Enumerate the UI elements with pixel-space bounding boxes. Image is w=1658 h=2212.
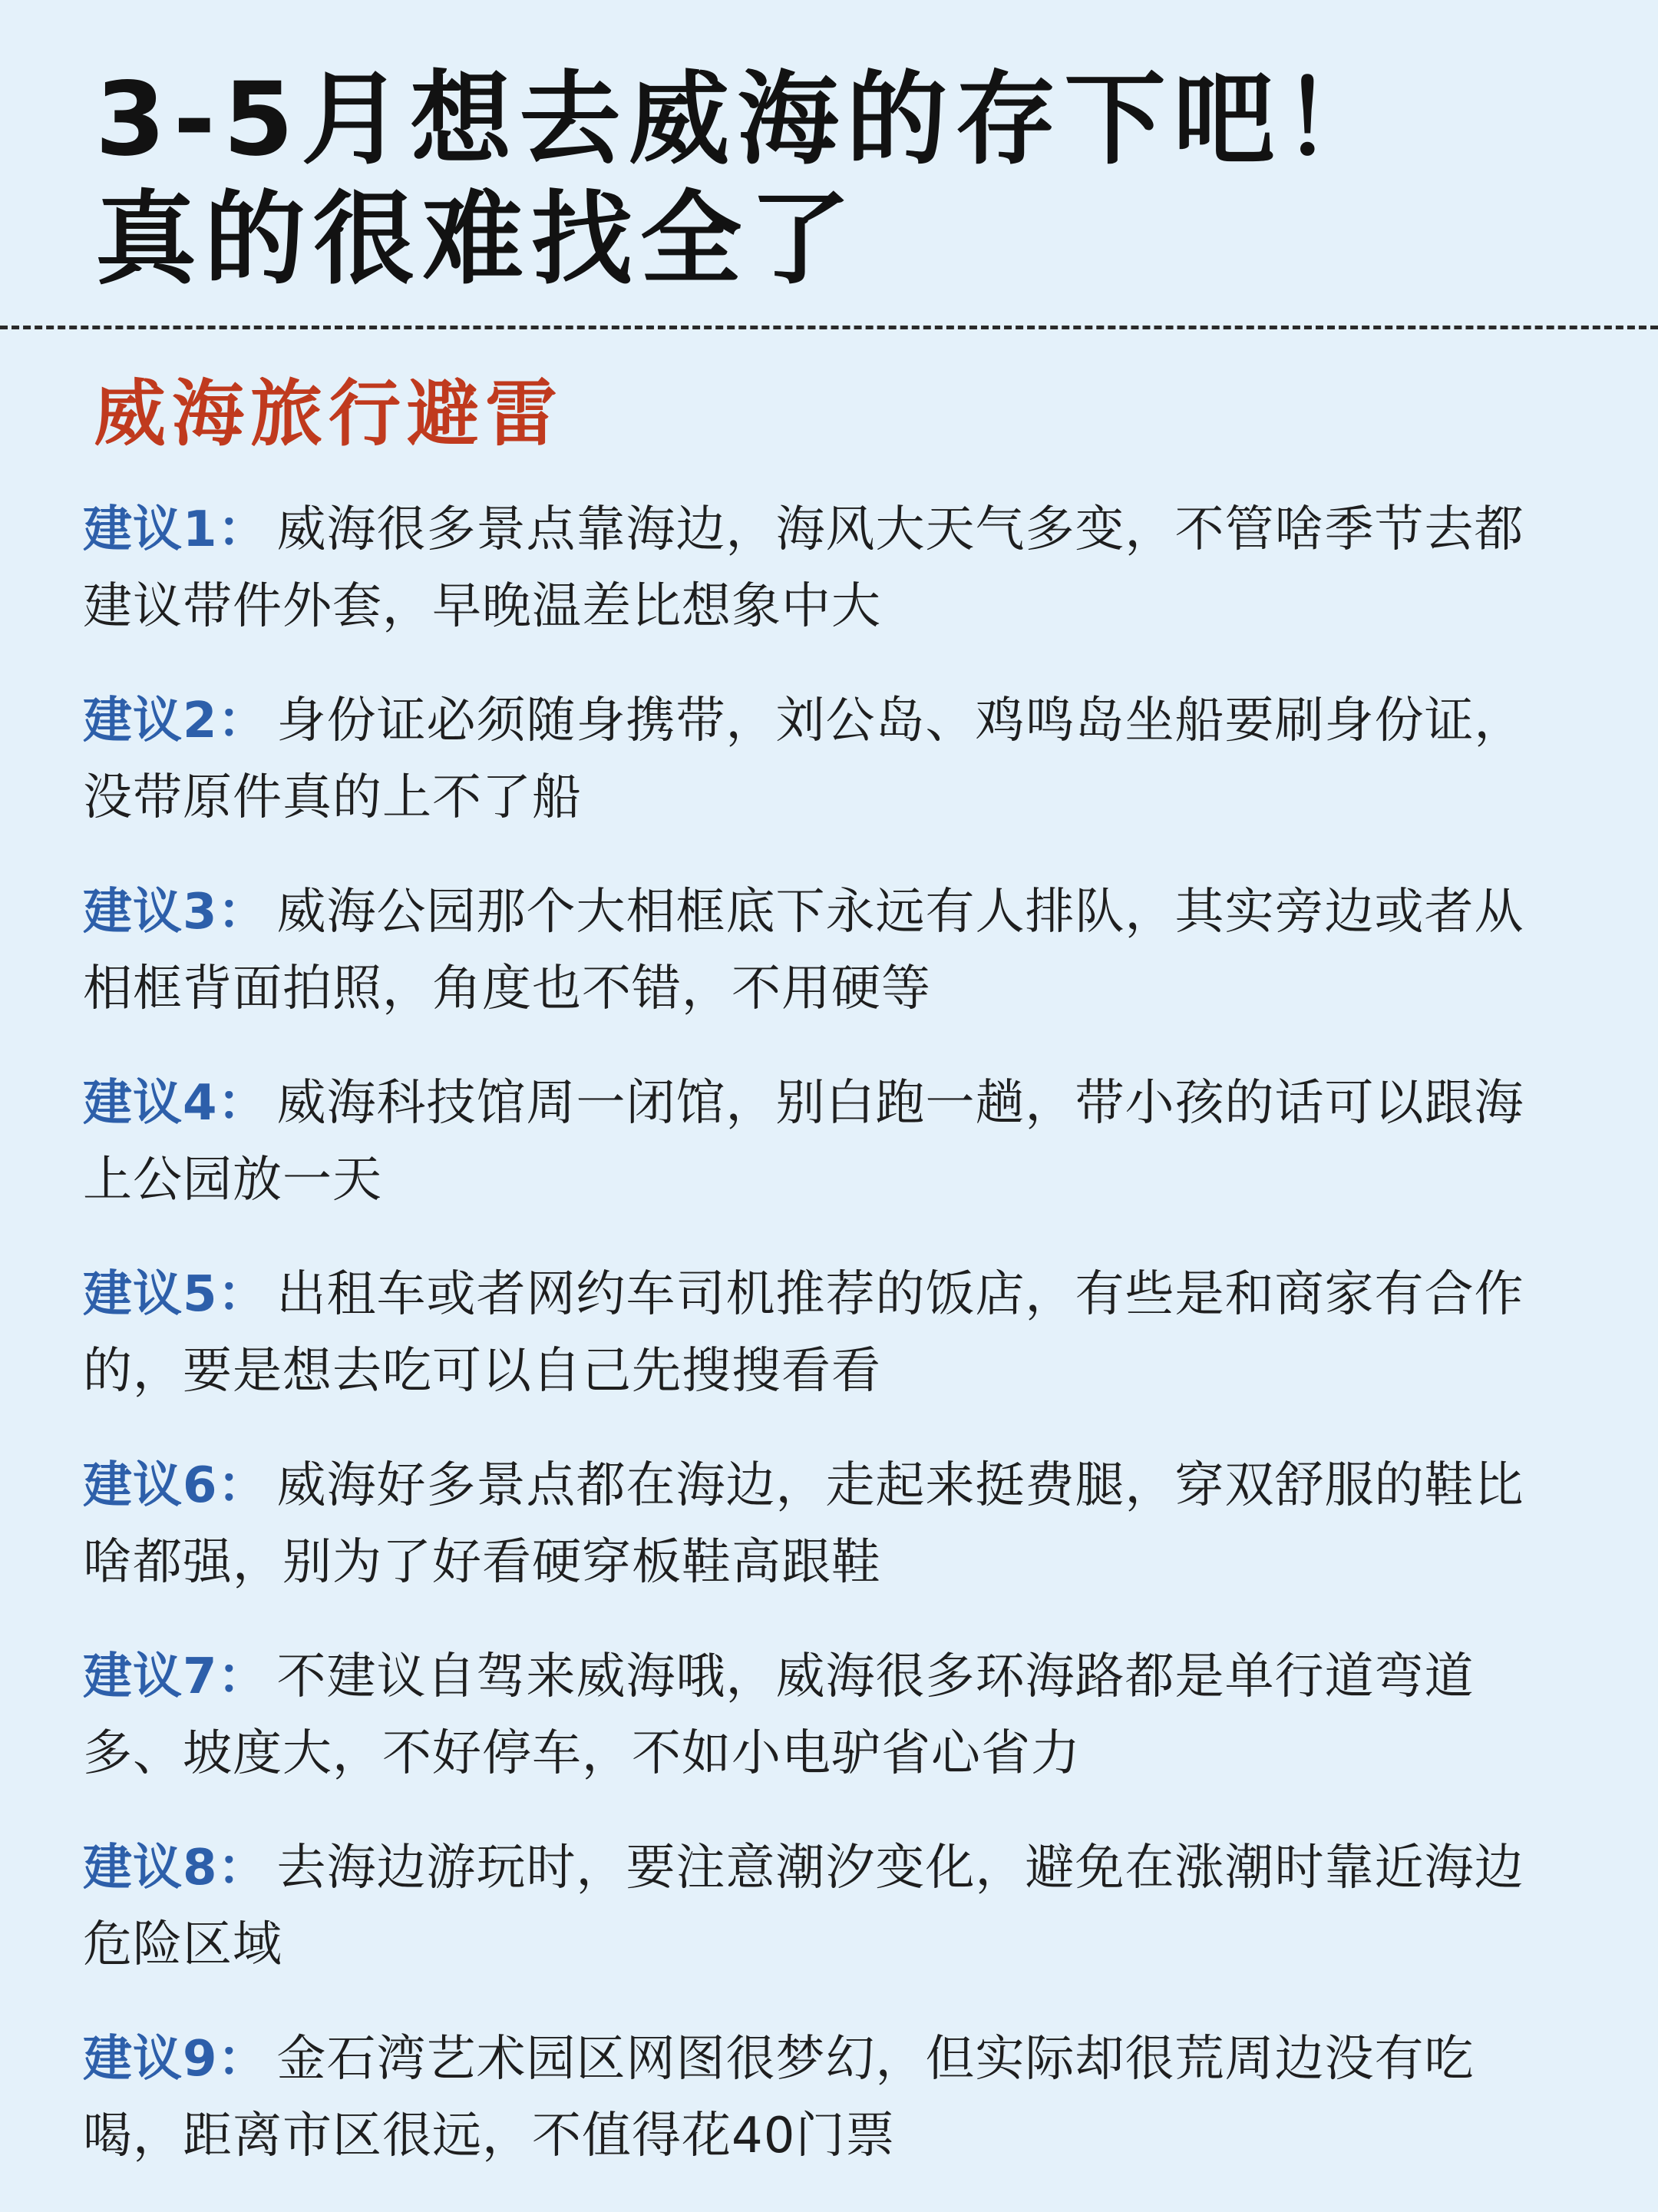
tip-text: 不建议自驾来威海哦，威海很多环海路都是单行道弯道多、坡度大，不好停车，不如小电驴省心省力 (83, 1648, 1475, 1782)
tip-label: 建议7 (83, 1648, 218, 1705)
tips-list (83, 491, 1557, 2212)
tip-text: 威海好多景点都在海边，走起来挺费腿，穿双舒服的鞋比啥都强，别为了好看硬穿板鞋高跟鞋 (83, 1457, 1524, 1591)
tip-colon: ： (217, 693, 268, 749)
tip-item-8 (83, 1830, 1557, 1983)
tip-label: 建议3 (83, 884, 218, 941)
tip-label: 建议1 (83, 501, 218, 558)
tip-item-5 (83, 1256, 1557, 1410)
tip-text: 出租车或者网约车司机推荐的饭店，有些是和商家有合作的，要是想去吃可以自己先搜搜看看 (83, 1266, 1524, 1400)
page-title-line-1: 3-5月想去威海的存下吧！ (95, 61, 1392, 179)
tip-text: 身份证必须随身携带，刘公岛、鸡鸣岛坐船要刷身份证，没带原件真的上不了船 (83, 693, 1524, 826)
section-title: 威海旅行避雷 (94, 372, 564, 456)
tip-item-2 (83, 683, 1557, 836)
tip-text: 金石湾艺术园区网图很梦幻，但实际却很荒周边没有吃喝，距离市区很远，不值得花40门票 (83, 2031, 1475, 2164)
tip-label: 建议6 (83, 1457, 218, 1514)
tip-label: 建议4 (83, 1075, 218, 1132)
tip-label: 建议5 (83, 1266, 218, 1323)
tip-item-9 (83, 2021, 1557, 2174)
page-title-line-2: 真的很难找全了 (95, 180, 858, 299)
tip-item-7 (83, 1638, 1557, 1792)
tip-item-6 (83, 1447, 1557, 1601)
tip-colon: ： (217, 501, 268, 558)
tip-colon: ： (217, 1648, 268, 1705)
tip-colon: ： (217, 2031, 268, 2088)
tip-label: 建议8 (83, 1840, 218, 1896)
page-header (95, 60, 1592, 299)
tip-colon: ： (217, 1457, 268, 1514)
tip-text: 威海很多景点靠海边，海风大天气多变，不管啥季节去都建议带件外套，早晚温差比想象中大 (83, 501, 1524, 635)
tip-text: 威海科技馆周一闭馆，别白跑一趟，带小孩的话可以跟海上公园放一天 (83, 1075, 1524, 1208)
tip-item-1 (83, 491, 1557, 645)
tip-colon: ： (217, 884, 268, 941)
tip-text: 去海边游玩时，要注意潮汐变化，避免在涨潮时靠近海边危险区域 (83, 1840, 1524, 1973)
tip-colon: ： (217, 1266, 268, 1323)
tip-label: 建议2 (83, 693, 218, 749)
tip-colon: ： (217, 1840, 268, 1896)
tip-item-4 (83, 1065, 1557, 1218)
tip-text: 威海公园那个大相框底下永远有人排队，其实旁边或者从相框背面拍照，角度也不错，不用硬等 (83, 884, 1524, 1017)
tip-colon: ： (217, 1075, 268, 1132)
tip-item-3 (83, 874, 1557, 1027)
tip-label: 建议9 (83, 2031, 218, 2088)
dashed-divider (0, 326, 1658, 329)
